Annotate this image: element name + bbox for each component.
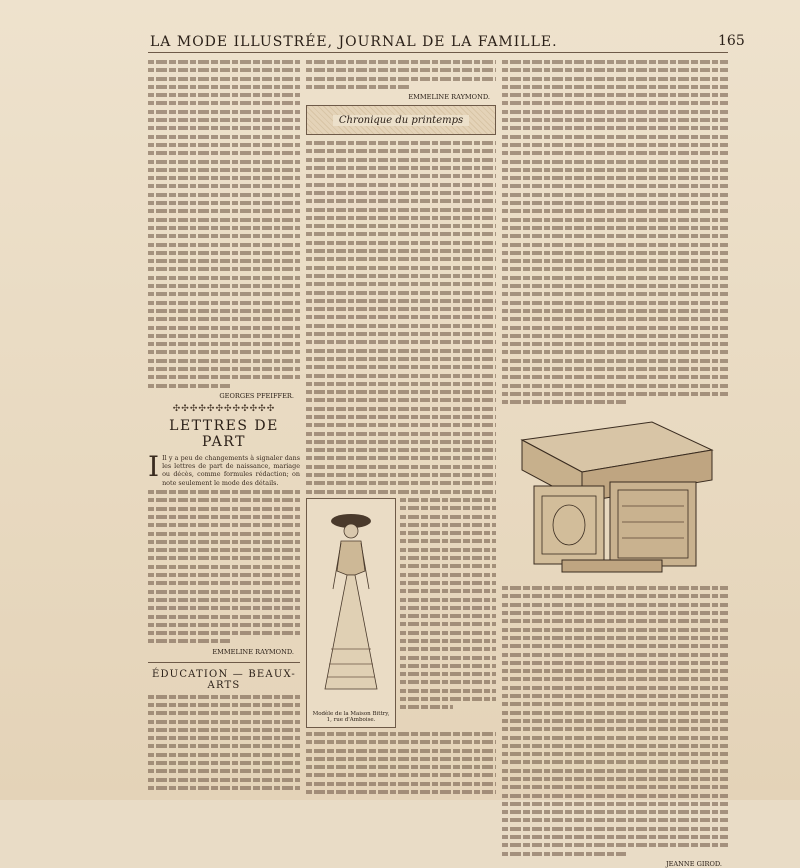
signature-raymond: EMMELINE RAYMOND. bbox=[212, 647, 294, 656]
signature-raymond-top: EMMELINE RAYMOND. bbox=[408, 93, 490, 102]
article-text bbox=[148, 60, 300, 388]
signature-girod: JEANNE GIROD. bbox=[665, 859, 722, 868]
article-text bbox=[306, 60, 496, 89]
fashion-figure bbox=[306, 498, 496, 728]
running-header: LA MODE ILLUSTRÉE, JOURNAL DE LA FAMILLE. bbox=[150, 34, 558, 50]
article-text bbox=[306, 141, 496, 493]
dress-illustration-icon bbox=[307, 499, 395, 699]
section-title-lettres: LETTRES DE PART bbox=[169, 417, 279, 450]
section-title-education: ÉDUCATION — BEAUX-ARTS bbox=[151, 668, 297, 691]
illustration-frame bbox=[306, 498, 396, 728]
article-text bbox=[148, 490, 300, 643]
column-left bbox=[148, 60, 300, 760]
product-boxes-illustration bbox=[502, 410, 728, 578]
lettres-intro: Il y a peu de changements à signaler dans les lettres de part de naissance, mariage ou décès, comme formules rédaction; on note seulement le mode des détails. bbox=[162, 453, 300, 487]
divider bbox=[148, 662, 300, 663]
article-text bbox=[148, 695, 300, 790]
column-right bbox=[502, 60, 728, 868]
signature-pfeiffer: GEORGES PFEIFFER. bbox=[219, 391, 294, 400]
column-middle bbox=[306, 60, 496, 760]
chronique-heading-banner bbox=[306, 105, 496, 135]
chocolate-boxes-icon bbox=[502, 410, 728, 578]
page-number: 165 bbox=[718, 33, 745, 49]
drop-cap: I bbox=[148, 449, 160, 483]
figure-caption: Modèle de la Maison Bittry, 1, rue d'Amboise. bbox=[312, 710, 390, 723]
article-text bbox=[502, 586, 728, 856]
ornament-divider: ✣✣✣✣✣✣✣✣✣✣✣✣ bbox=[172, 403, 276, 414]
article-text bbox=[306, 732, 496, 794]
article-text bbox=[502, 60, 728, 404]
article-text bbox=[400, 498, 496, 714]
chronique-title: Chronique du printemps bbox=[333, 115, 469, 126]
header-rule bbox=[148, 52, 728, 53]
